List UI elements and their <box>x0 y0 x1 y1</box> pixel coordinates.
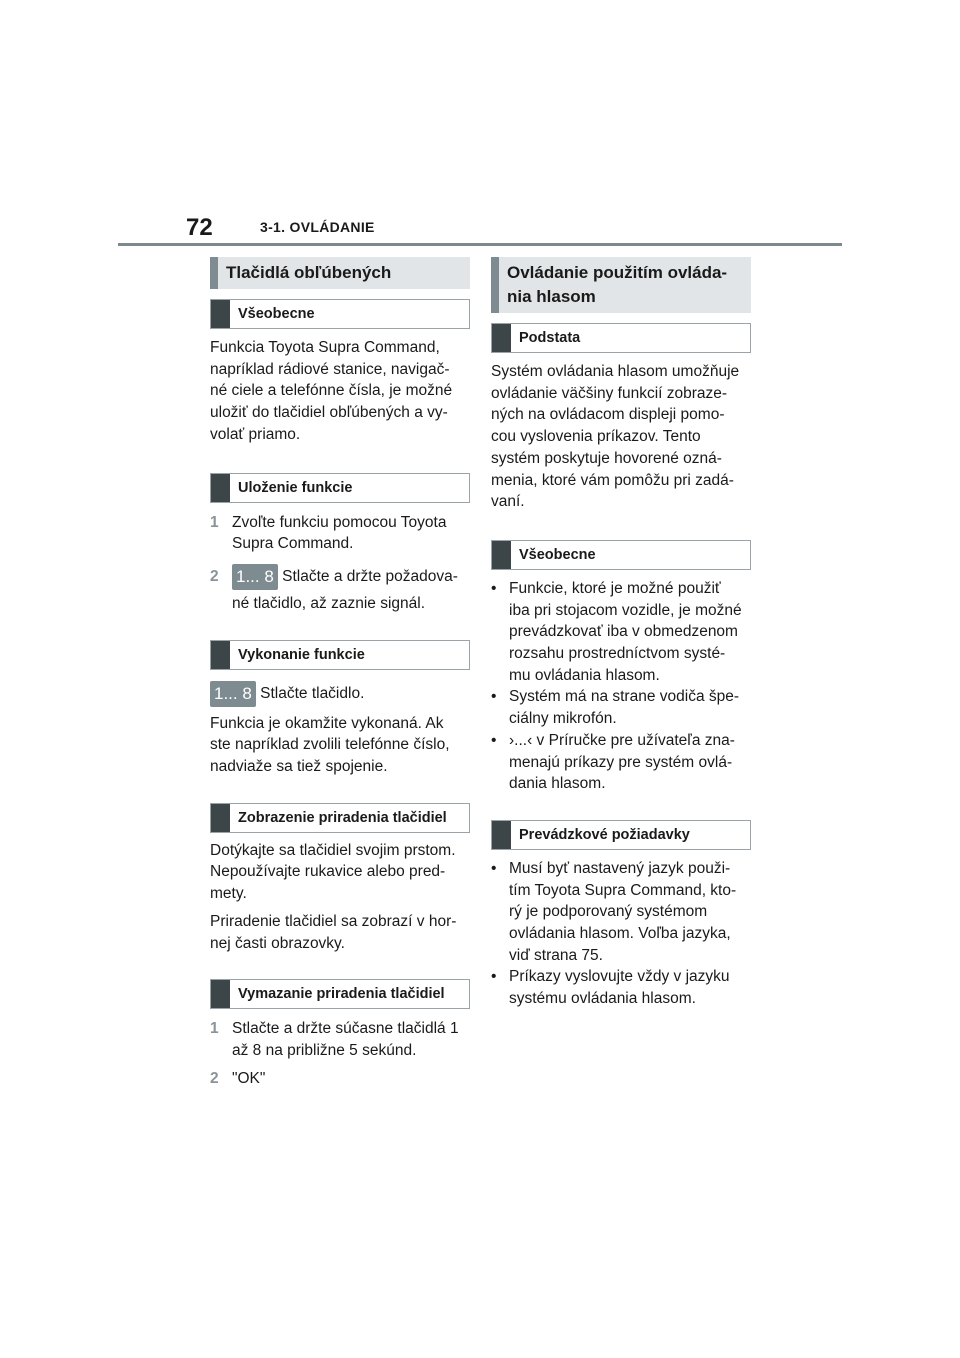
text-line: menia, ktoré vám pomôžu pri zadá- <box>491 471 734 489</box>
subheading-delete-assignment <box>210 979 470 1009</box>
heading-tab <box>492 324 511 352</box>
text-line: cou vyslovenia príkazov. Tento <box>491 428 701 446</box>
display-paragraph-2 <box>210 911 470 954</box>
list-item <box>491 578 751 687</box>
text-line: Musí byť nastavený jazyk použi- <box>509 859 731 877</box>
heading-tab <box>211 474 230 502</box>
text-line: Funkcia je okamžite vykonaná. Ak <box>210 714 444 732</box>
text-line: tím Toyota Supra Command, kto- <box>509 881 737 899</box>
text-line: nadviaže sa tiež spojenie. <box>210 758 388 776</box>
bullet-icon: • <box>491 859 497 877</box>
text-line: dania hlasom. <box>509 775 606 793</box>
subheading-label: Zobrazenie priradenia tlačidiel <box>238 809 447 826</box>
text-line: volať priamo. <box>210 425 301 443</box>
heading-tab <box>211 641 230 669</box>
text-line: uložiť do tlačidiel obľúbených a vy- <box>210 404 448 422</box>
execute-paragraph <box>210 713 470 778</box>
text-line: "OK" <box>232 1069 266 1087</box>
subheading-label: Prevádzkové požiadavky <box>519 826 690 843</box>
text-line: prevádzkovať iba v obmedzenom <box>509 623 738 641</box>
subheading-label: Vymazanie priradenia tlačidiel <box>238 986 445 1003</box>
list-item <box>491 966 751 1009</box>
heading-tab <box>211 300 230 328</box>
heading-tab <box>211 804 230 832</box>
bullet-icon: • <box>491 579 497 597</box>
save-step-1 <box>210 512 470 555</box>
bullet-icon: • <box>491 731 497 749</box>
text-line: menajú príkazy pre systém ovlá- <box>509 753 733 771</box>
principle-paragraph <box>491 361 751 513</box>
text-line: Dotýkajte sa tlačidiel svojim prstom. <box>210 841 456 859</box>
subheading-general-voice <box>491 540 751 570</box>
delete-step-2 <box>210 1068 470 1090</box>
subheading-label: Všeobecne <box>238 306 315 322</box>
subheading-operating-requirements <box>491 820 751 850</box>
step-number: 1 <box>210 1020 219 1038</box>
subheading-general <box>210 299 470 329</box>
save-step-2 <box>210 563 470 615</box>
subheading-display-assignment <box>210 803 470 833</box>
subheading-execute-function <box>210 640 470 670</box>
bullet-icon: • <box>491 688 497 706</box>
execute-line <box>210 680 470 708</box>
step-number: 1 <box>210 513 219 531</box>
title-line: Ovládanie použitím ovláda- <box>507 263 728 282</box>
right-column <box>491 257 751 1010</box>
text-line: mety. <box>210 885 247 903</box>
text-line: rý je podporovaný systémom <box>509 903 708 921</box>
text-line: Funkcie, ktoré je možné použiť <box>509 579 721 597</box>
text-line: Stlačte a držte súčasne tlačidlá 1 <box>232 1020 459 1038</box>
text-line: rozsahu prostredníctvom systé- <box>509 645 726 663</box>
text-line: až 8 na približne 5 sekúnd. <box>232 1041 417 1059</box>
requirements-bullet-list <box>491 858 751 1010</box>
subheading-label: Uloženie funkcie <box>238 479 353 496</box>
text-line: iba pri stojacom vozidle, je možné <box>509 601 742 619</box>
text-line: Príkazy vyslovujte vždy v jazyku <box>509 968 730 986</box>
text-line: ste napríklad zvolili telefónne číslo, <box>210 736 450 754</box>
page-number: 72 <box>186 214 213 241</box>
text-line: Funkcia Toyota Supra Command, <box>210 339 440 356</box>
text-line: nej časti obrazovky. <box>210 934 345 952</box>
subheading-label: Všeobecne <box>519 546 596 563</box>
header-rule <box>118 243 842 246</box>
step-number: 2 <box>210 1069 219 1087</box>
subheading-save-function <box>210 473 470 503</box>
subheading-label: Vykonanie funkcie <box>238 646 365 663</box>
text-line: né ciele a telefónne čísla, je možné <box>210 382 453 400</box>
text-line: Stlačte a držte požadova- <box>282 567 458 585</box>
text-line: ›...‹ v Príručke pre užívateľa zna- <box>509 731 735 749</box>
text-line: Priradenie tlačidiel sa zobrazí v hor- <box>210 912 457 930</box>
text-line: systém poskytuje hovorené ozná- <box>491 449 722 467</box>
general-paragraph <box>210 337 470 446</box>
favorite-key-1-8: 1... 8 <box>210 681 256 707</box>
text-line: Supra Command. <box>232 535 354 553</box>
text-line: né tlačidlo, až zaznie signál. <box>232 594 426 612</box>
section-title-voice-control <box>491 257 751 313</box>
text-line: napríklad rádiové stanice, navigač- <box>210 360 450 378</box>
favorite-key-1-8: 1... 8 <box>232 564 278 590</box>
list-item <box>491 686 751 729</box>
text-line: systému ovládania hlasom. <box>509 990 696 1008</box>
text-line: viď strana 75. <box>509 946 603 964</box>
heading-tab <box>211 980 230 1008</box>
text-line: Stlačte tlačidlo. <box>260 684 365 702</box>
general-bullet-list <box>491 578 751 795</box>
text-line: Systém ovládania hlasom umožňuje <box>491 363 740 380</box>
text-line: ovládanie väčšiny funkcií zobraze- <box>491 384 728 402</box>
text-line: mu ovládania hlasom. <box>509 666 660 684</box>
delete-step-1 <box>210 1018 470 1061</box>
heading-tab <box>492 821 511 849</box>
display-paragraph-1 <box>210 840 470 905</box>
text-line: ných na ovládacom displeji pomo- <box>491 406 725 424</box>
chapter-title: 3-1. OVLÁDANIE <box>260 219 375 235</box>
text-line: ciálny mikrofón. <box>509 710 617 728</box>
subheading-label: Podstata <box>519 330 581 346</box>
title-line: nia hlasom <box>507 287 596 306</box>
text-line: Zvoľte funkciu pomocou Toyota <box>232 513 447 531</box>
subheading-principle <box>491 323 751 353</box>
list-item <box>491 730 751 795</box>
text-line: Systém má na strane vodiča špe- <box>509 688 740 706</box>
heading-tab <box>492 541 511 569</box>
left-column <box>210 257 470 1089</box>
bullet-icon: • <box>491 968 497 986</box>
text-line: Nepoužívajte rukavice alebo pred- <box>210 863 446 881</box>
section-title-favorites: Tlačidlá obľúbených <box>210 257 470 289</box>
text-line: vaní. <box>491 493 525 511</box>
step-number: 2 <box>210 567 219 585</box>
text-line: ovládania hlasom. Voľba jazyka, <box>509 925 731 943</box>
list-item <box>491 858 751 967</box>
